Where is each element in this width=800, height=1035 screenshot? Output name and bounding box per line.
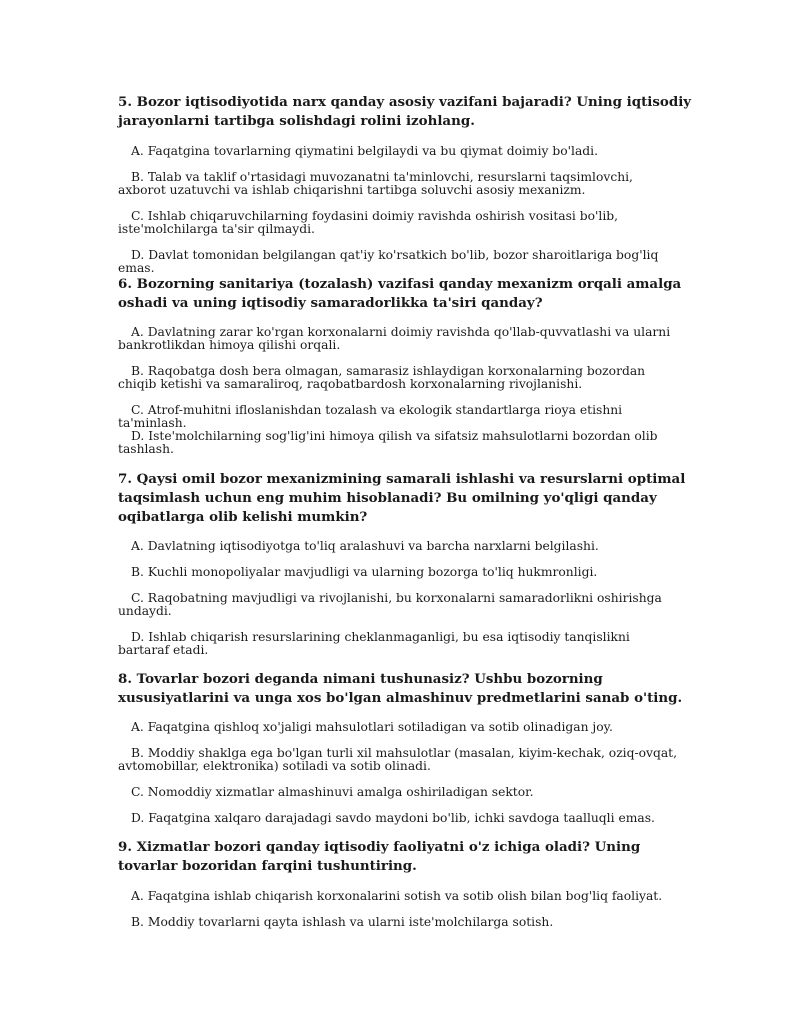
question-6-option-d: D. Iste'molchilarning sog'lig'ini himoya qilish va sifatsiz mahsulotlarni bozordan olib tashlash.: [118, 429, 658, 456]
question-5-option-b: B. Talab va taklif o'rtasidagi muvozanatni ta'minlovchi, resurslarni taqsimlovchi, axborot uzatuvchi va ishlab chiqarishni tartibga soluvchi asosiy mexanizm.: [118, 170, 633, 197]
question-7-option-a: A. Davlatning iqtisodiyotga to'liq aralashuvi va barcha narxlarni belgilashi.: [131, 539, 599, 553]
question-7-title: 7. Qaysi omil bozor mexanizmining samarali ishlashi va resurslarni optimal taqsimlash uchun eng muhim hisoblanadi? Bu omilning yo'qligi qanday oqibatlarga olib kelishi mumkin?: [118, 471, 686, 525]
question-7-option-c: C. Raqobatning mavjudligi va rivojlanishi, bu korxonalarni samaradorlikni oshirishga undaydi.: [118, 591, 662, 618]
question-8-option-d: D. Faqatgina xalqaro darajadagi savdo maydoni bo'lib, ichki savdoga taalluqli emas.: [131, 811, 655, 825]
question-6-option-b: B. Raqobatga dosh bera olmagan, samarasiz ishlaydigan korxonalarning bozordan chiqib ketishi va samaraliroq, raqobatbardosh korxonalarning rivojlanishi.: [118, 364, 646, 391]
question-5-title: 5. Bozor iqtisodiyotida narx qanday asosiy vazifani bajaradi? Uning iqtisodiy jarayonlarni tartibga solishdagi rolini izohlang.: [118, 94, 692, 129]
question-6-option-a: A. Davlatning zarar ko'rgan korxonalarni doimiy ravishda qo'llab-quvvatlashi va ularni bankrotlikdan himoya qilishi orqali.: [118, 325, 671, 352]
question-5-option-c: C. Ishlab chiqaruvchilarning foydasini doimiy ravishda oshirish vositasi bo'lib, iste'molchilarga ta'sir qilmaydi.: [118, 209, 619, 236]
question-8-title: 8. Tovarlar bozori deganda nimani tushunasiz? Ushbu bozorning xususiyatlarini va unga xos bo'lgan almashinuv predmetlarini sanab o'ting.: [118, 671, 683, 706]
question-7-option-d: D. Ishlab chiqarish resurslarining cheklanmaganligi, bu esa iqtisodiy tanqislikni bartaraf etadi.: [118, 630, 630, 657]
question-9-title: 9. Xizmatlar bozori qanday iqtisodiy faoliyatni o'z ichiga oladi? Uning tovarlar bozoridan farqini tushuntiring.: [118, 839, 641, 874]
question-5-option-d: D. Davlat tomonidan belgilangan qat'iy ko'rsatkich bo'lib, bozor sharoitlariga bog'liq emas.: [118, 248, 659, 275]
question-9-option-b: B. Moddiy tovarlarni qayta ishlash va ularni iste'molchilarga sotish.: [131, 915, 554, 929]
question-6-option-c: C. Atrof-muhitni ifloslanishdan tozalash va ekologik standartlarga rioya etishni ta'minlash.: [118, 403, 623, 430]
question-9-option-a: A. Faqatgina ishlab chiqarish korxonalarini sotish va sotib olish bilan bog'liq faoliyat.: [131, 889, 663, 903]
question-8-option-b: B. Moddiy shaklga ega bo'lgan turli xil mahsulotlar (masalan, kiyim-kechak, oziq-ovqat, avtomobillar, elektronika) sotiladi va sotib olinadi.: [118, 746, 678, 773]
question-6-title: 6. Bozorning sanitariya (tozalash) vazifasi qanday mexanizm orqali amalga oshadi va uning iqtisodiy samaradorlikka ta'siri qanday?: [118, 276, 682, 311]
question-7-option-b: B. Kuchli monopoliyalar mavjudligi va ularning bozorga to'liq hukmronligi.: [131, 565, 598, 579]
question-5-option-a: A. Faqatgina tovarlarning qiymatini belgilaydi va bu qiymat doimiy bo'ladi.: [131, 144, 598, 158]
question-8-option-a: A. Faqatgina qishloq xo'jaligi mahsulotlari sotiladigan va sotib olinadigan joy.: [131, 720, 613, 734]
question-8-option-c: C. Nomoddiy xizmatlar almashinuvi amalga oshiriladigan sektor.: [131, 785, 534, 799]
